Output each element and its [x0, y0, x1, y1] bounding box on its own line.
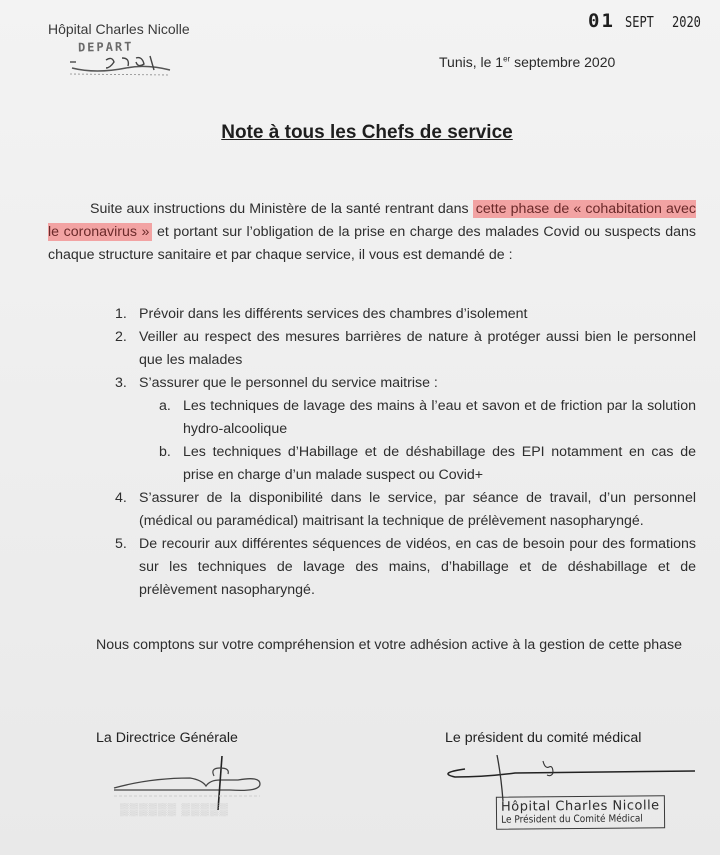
official-stamp-line1: Hôpital Charles Nicolle — [500, 798, 660, 815]
faded-name-stamp: ▒▒▒▒▒▒ ▒▒▒▒▒ — [120, 802, 229, 816]
intro-text-before: Suite aux instructions du Ministère de la santé rentrant dans — [90, 201, 473, 217]
list-item-text: De recourir aux différentes séquences de vidéos, en cas de besoin pour des formations sur les techniques de lavage des mains, d’habillage et de déshabillage et de prélèvement nasopharyngé. — [139, 536, 696, 598]
page-title: Note à tous les Chefs de service — [221, 122, 513, 143]
list-item-number: 5. — [115, 536, 127, 552]
closing-paragraph — [48, 634, 696, 657]
intro-text-after: et portant sur l’obligation de la prise en charge des malades Covid ou suspects dans chaque structure sanitaire et par chaque service, il vous est demandé de : — [48, 224, 696, 263]
list-item — [115, 303, 696, 326]
signatory-right-title: Le président du comité médical — [445, 730, 642, 746]
place-date-prefix: Tunis, le 1 — [439, 54, 504, 70]
date-stamp-month: SEPT — [625, 13, 655, 31]
place-date — [439, 54, 615, 70]
list-item-text: S’assurer que le personnel du service maitrise : — [139, 375, 438, 391]
official-stamp — [496, 795, 665, 829]
date-stamp-day: 01 — [588, 10, 615, 32]
highlighted-phrase: cette phase de « cohabitation avec le coronavirus » — [48, 201, 696, 240]
place-date-suffix: septembre 2020 — [510, 54, 616, 70]
list-item — [115, 487, 696, 533]
sub-list-item-text: Les techniques de lavage des mains à l’eau et savon et de friction par la solution hydro-alcoolique — [183, 398, 696, 437]
list-item-text: Prévoir dans les différents services des chambres d’isolement — [139, 306, 528, 322]
list-item — [115, 533, 696, 602]
closing-text: Nous comptons sur votre compréhension et votre adhésion active à la gestion de cette phase — [96, 637, 682, 653]
director-signature — [110, 750, 280, 830]
official-stamp-line2: Le Président du Comité Médical — [501, 813, 643, 826]
list-item-number: 4. — [115, 490, 127, 506]
list-item-number: 2. — [115, 329, 127, 345]
list-item-number: 3. — [115, 375, 127, 391]
sub-list-item — [159, 395, 696, 441]
list-item-text: Veiller au respect des mesures barrières de nature à protéger aussi bien le personnel que les malades — [139, 329, 696, 368]
received-date-stamp — [588, 10, 708, 32]
depart-stamp-number-scribble — [66, 54, 174, 78]
list-item-text: S’assurer de la disponibilité dans le service, par séance de travail, d’un personnel (médical ou paramédical) maitrisant la technique de prélèvement nasopharyngé. — [139, 490, 696, 529]
hospital-header: Hôpital Charles Nicolle — [48, 21, 190, 37]
list-item — [115, 326, 696, 372]
sub-list-item — [159, 441, 696, 487]
instruction-list — [115, 303, 696, 602]
list-item-number: 1. — [115, 306, 127, 322]
sub-list-item-letter: b. — [159, 444, 171, 460]
sub-list-item-letter: a. — [159, 398, 171, 414]
sub-list-item-text: Les techniques d’Habillage et de déshabillage des EPI notamment en cas de prise en charge d’un malade suspect ou Covid+ — [183, 444, 696, 483]
signatory-left-title: La Directrice Générale — [96, 730, 238, 746]
intro-paragraph — [48, 198, 696, 267]
place-date-sup: er — [503, 54, 511, 64]
date-stamp-year: 2020 — [671, 13, 701, 31]
list-item — [115, 372, 696, 395]
depart-stamp: DEPART — [77, 39, 134, 55]
